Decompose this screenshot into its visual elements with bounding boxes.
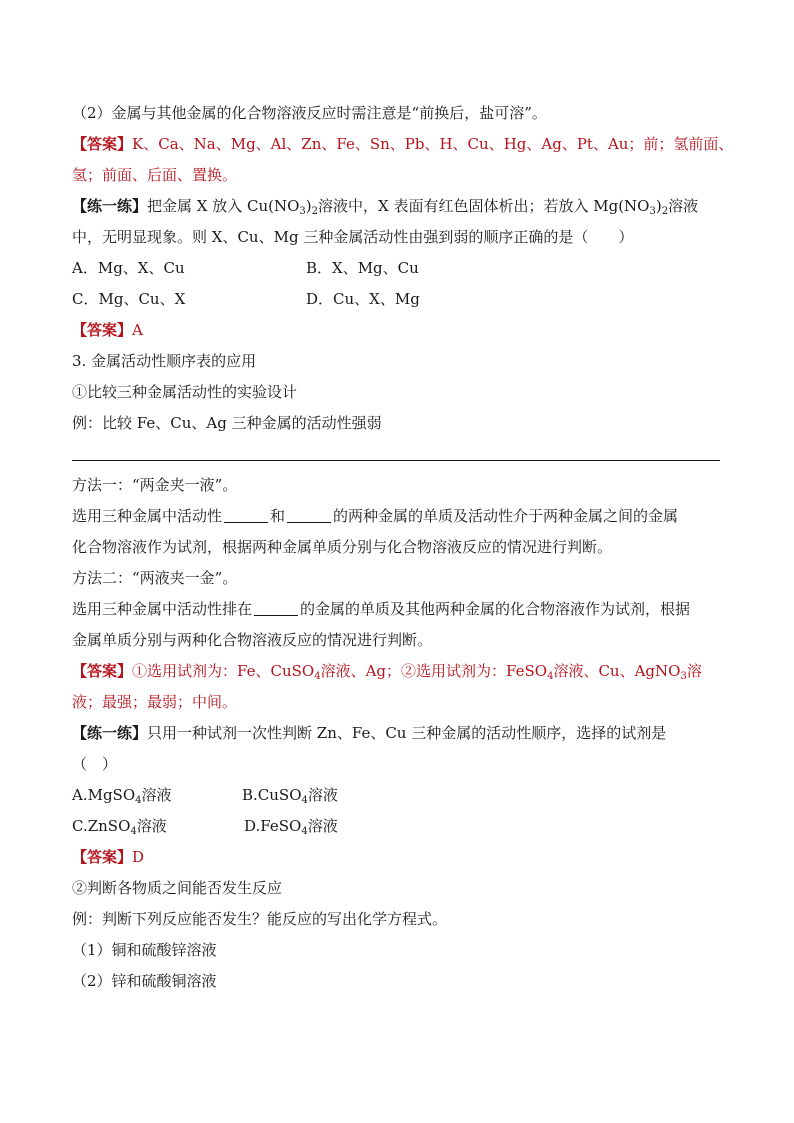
- sub-1-title: ①比较三种金属活动性的实验设计: [72, 383, 298, 401]
- fill-blank-1[interactable]: [224, 507, 268, 523]
- option-c: C．Mg、Cu、X: [72, 290, 186, 308]
- answer-4: 【答案】D: [72, 848, 145, 866]
- fill-blank-2[interactable]: [287, 507, 331, 523]
- fill-blank-3[interactable]: [254, 600, 298, 616]
- practice-1-line1: 【练一练】把金属 X 放入 $Cu(NO_3)_2$溶液中，X 表面有红色固体析出；若放入 $Mg(NO_3)_2$溶液: [72, 197, 699, 217]
- practice-tag: 【练一练】: [72, 197, 148, 215]
- practice-1-options-row2: [72, 284, 732, 315]
- item-1: （1）铜和硫酸锌溶液: [72, 941, 217, 959]
- answer-tag: 【答案】: [72, 135, 133, 153]
- item-2: （2）锌和硫酸铜溶液: [72, 972, 217, 990]
- method-2-title: 方法二：“两液夹一金”。: [72, 569, 238, 587]
- answer-2: 【答案】A: [72, 321, 143, 339]
- option-a: A.MgSO$_4$溶液: [72, 786, 172, 806]
- practice-1-options-row1: [72, 253, 732, 284]
- practice-2-line2: （ ）: [72, 755, 118, 773]
- answer-4-value: D: [132, 848, 145, 866]
- option-b: B.CuSO$_4$溶液: [242, 786, 338, 806]
- answer-1-line2: 氢；前面、后面、置换。: [72, 166, 238, 184]
- document-body: [72, 98, 732, 997]
- answer-2-value: A: [132, 321, 143, 339]
- answer-3-line2: 液；最强；最弱；中间。: [72, 693, 238, 711]
- method-1-line2: 化合物溶液作为试剂，根据两种金属单质分别与化合物溶液反应的情况进行判断。: [72, 538, 613, 556]
- option-c: C.ZnSO$_4$溶液: [72, 817, 167, 837]
- method-2-line1: 选用三种金属中活动性排在 的金属的单质及其他两种金属的化合物溶液作为试剂，根据: [72, 600, 691, 618]
- example-1: 例：比较 Fe、Cu、Ag 三种金属的活动性强弱: [72, 414, 382, 432]
- practice-2-options-row2: [72, 811, 732, 842]
- option-b: B．X、Mg、Cu: [306, 259, 419, 277]
- sub-2-title: ②判断各物质之间能否发生反应: [72, 879, 283, 897]
- answer-1-text: K、Ca、Na、Mg、Al、Zn、Fe、Sn、Pb、H、Cu、Hg、Ag、Pt、Au；前；氢前面、: [132, 135, 734, 153]
- method-1-line1: 选用三种金属中活动性 和 的两种金属的单质及活动性介于两种金属之间的金属: [72, 507, 679, 525]
- example-2: 例：判断下列反应能否发生？能反应的写出化学方程式。: [72, 910, 448, 928]
- section-3-title: 3. 金属活动性顺序表的应用: [72, 352, 257, 370]
- divider-line: [72, 460, 720, 461]
- answer-1-line1: [72, 129, 732, 160]
- method-1-title: 方法一：“两金夹一液”。: [72, 476, 238, 494]
- practice-1-line2: 中，无明显现象。则 X、Cu、Mg 三种金属活动性由强到弱的顺序正确的是（ ）: [72, 228, 634, 246]
- option-d: D.FeSO$_4$溶液: [244, 817, 338, 837]
- method-2-line2: 金属单质分别与两种化合物溶液反应的情况进行判断。: [72, 631, 433, 649]
- q2-text: （2）金属与其他金属的化合物溶液反应时需注意是“前换后，盐可溶”。: [72, 104, 547, 122]
- answer-3-line1: 【答案】①选用试剂为：Fe、CuSO$_4$溶液、Ag；②选用试剂为：FeSO$_4$溶液、Cu、AgNO$_3$溶: [72, 662, 702, 682]
- option-d: D．Cu、X、Mg: [306, 290, 420, 308]
- practice-2-options-row1: [72, 780, 732, 811]
- option-a: A．Mg、X、Cu: [72, 259, 185, 277]
- practice-2-line1: 【练一练】只用一种试剂一次性判断 Zn、Fe、Cu 三种金属的活动性顺序，选择的试剂是: [72, 724, 667, 742]
